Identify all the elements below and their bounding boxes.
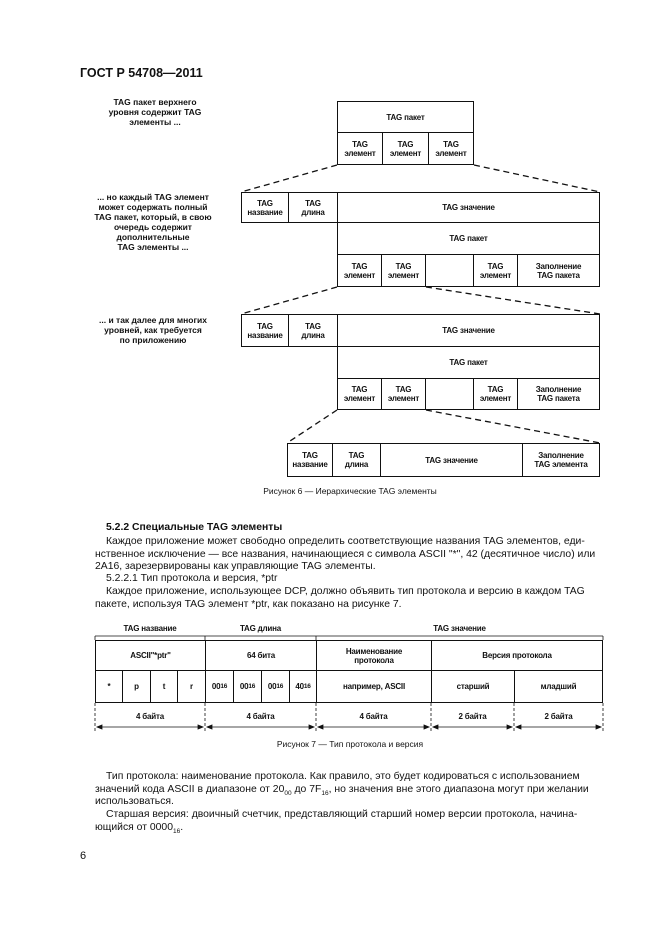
top-tag-element-1: TAG элемент <box>337 132 383 165</box>
fig7-size-1: 4 байта <box>136 711 164 721</box>
fig7-label-tag-name: TAG название <box>123 623 177 633</box>
fig7-char-2: p <box>122 670 151 703</box>
fig7-char-4: r <box>177 670 206 703</box>
figure6-note-levels: ... и так далее для многих уровней, как требуется по приложению <box>99 315 207 345</box>
fig7-size-2: 4 байта <box>246 711 275 721</box>
l1-tag-value: TAG значение <box>337 192 600 223</box>
l2-packet-padding: Заполнение TAG пакета <box>517 378 600 410</box>
l1-tag-element-3: TAG элемент <box>473 254 518 287</box>
l2-tag-value: TAG значение <box>337 314 600 347</box>
fig7-size-5: 2 байта <box>544 711 573 721</box>
fig7-ascii-ptr: ASCII"*ptr" <box>95 640 206 671</box>
l1-tag-name: TAG название <box>241 192 289 223</box>
l2-tag-name: TAG название <box>241 314 289 347</box>
l3-tag-length: TAG длина <box>332 443 381 477</box>
fig7-size-3: 4 байта <box>359 711 388 721</box>
fig7-example-ascii: например, ASCII <box>316 670 432 703</box>
fig7-label-tag-length: TAG длина <box>239 623 282 633</box>
l2-tag-length: TAG длина <box>288 314 338 347</box>
l1-tag-element-2: TAG элемент <box>381 254 426 287</box>
l1-tag-length: TAG длина <box>288 192 338 223</box>
fig7-char-1: * <box>95 670 123 703</box>
fig7-len-byte-3: 00 16 <box>261 670 290 703</box>
l1-tag-element-1: TAG элемент <box>337 254 382 287</box>
section-paragraph-1: Каждое приложение может свободно определить соответствующие названия TAG элементов, еди- нственное исключение — все названия, начинающиеся с символа ASCII "*", 42 (десятичное число) или 2A16, зарезервированы как управляющие TAG элементы. <box>95 536 596 572</box>
figure6-note-nested: ... но каждый TAG элемент может содержать полный TAG пакет, который, в свою очередь содержит дополнительные TAG элементы ... <box>94 192 212 252</box>
section-paragraph-2: Каждое приложение, использующее DCP, должно объявить тип протокола и версию в каждом TAG пакете, используя TAG элемент *ptr, как показано на рисунке 7. <box>95 586 585 610</box>
top-tag-packet: TAG пакет <box>337 101 474 133</box>
l3-tag-name: TAG название <box>287 443 333 477</box>
top-tag-element-3: TAG элемент <box>428 132 474 165</box>
l1-empty-cell <box>425 254 474 287</box>
l2-tag-element-2: TAG элемент <box>381 378 426 410</box>
fig7-label-tag-value: TAG значение <box>433 623 486 633</box>
fig7-char-3: t <box>150 670 178 703</box>
l1-packet-padding: Заполнение TAG пакета <box>517 254 600 287</box>
subsection-heading: 5.2.2.1 Тип протокола и версия, *ptr <box>106 573 278 584</box>
fig7-minor-version: младший <box>514 670 603 703</box>
fig7-size-4: 2 байта <box>458 711 487 721</box>
figure6-caption: Рисунок 6 — Иерархические TAG элементы <box>263 486 437 496</box>
top-tag-element-2: TAG элемент <box>382 132 429 165</box>
figure7-caption: Рисунок 7 — Тип протокола и версия <box>276 739 424 749</box>
l2-tag-element-3: TAG элемент <box>473 378 518 410</box>
document-header: ГОСТ Р 54708—2011 <box>80 66 203 80</box>
figure6-note-top-level: TAG пакет верхнего уровня содержит TAG элементы ... <box>108 97 202 127</box>
page-number: 6 <box>80 850 87 862</box>
fig7-protocol-name: Наименование протокола <box>316 640 432 671</box>
fig7-len-byte-2: 00 16 <box>233 670 262 703</box>
fig7-major-version: старший <box>431 670 515 703</box>
fig7-64-bits: 64 бита <box>205 640 317 671</box>
fig7-len-byte-4: 40 16 <box>289 670 317 703</box>
l3-tag-value: TAG значение <box>380 443 523 477</box>
protocol-type-paragraph: Тип протокола: наименование протокола. Как правило, это будет кодироваться с использованием значений кода ASCII в диапазоне от $20_{00}$ до $7F_{16}$, но значения вне этого диапазона могут при желании использоваться. <box>95 771 589 807</box>
section-heading: 5.2.2 Специальные TAG элементы <box>106 522 283 533</box>
l2-tag-element-1: TAG элемент <box>337 378 382 410</box>
l2-empty-cell <box>425 378 474 410</box>
fig7-len-byte-1: 00 16 <box>205 670 234 703</box>
l1-tag-packet: TAG пакет <box>337 222 600 255</box>
l3-element-padding: Заполнение TAG элемента <box>522 443 600 477</box>
fig7-protocol-version: Версия протокола <box>431 640 603 671</box>
major-version-paragraph: Старшая версия: двоичный счетчик, представляющий старший номер версии протокола, начина- ющийся от $0000_{16}$. <box>95 809 578 835</box>
l2-tag-packet: TAG пакет <box>337 346 600 379</box>
